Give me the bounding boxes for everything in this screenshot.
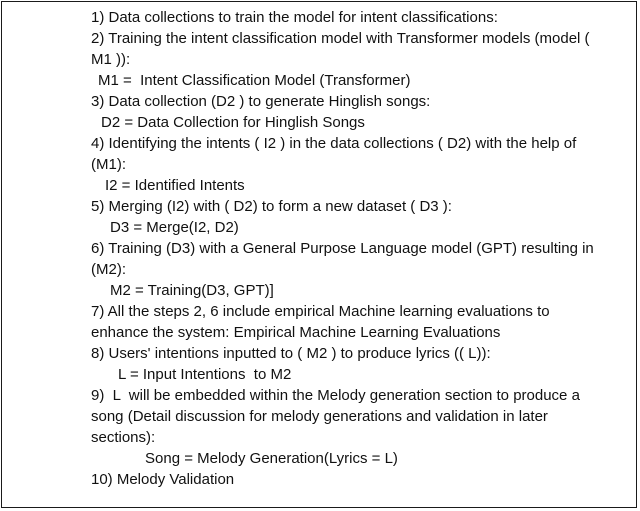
step-4-continuation: (M1): — [91, 156, 126, 173]
step-5-line: 5) Merging (I2) with ( D2) to form a new dataset ( D3 ): — [91, 198, 452, 215]
step-6-continuation: (M2): — [91, 261, 126, 278]
step-6-line: 6) Training (D3) with a General Purpose Language model (GPT) resulting in — [91, 240, 594, 257]
step-8-line: 8) Users' intentions inputted to ( M2 ) to produce lyrics (( L)): — [91, 345, 491, 362]
step-10-line: 10) Melody Validation — [91, 471, 235, 488]
step-3-line: 3) Data collection (D2 ) to generate Hinglish songs: — [91, 93, 431, 110]
step-4-definition: I2 = Identified Intents — [105, 177, 245, 194]
step-7-continuation: enhance the system: Empirical Machine Learning Evaluations — [91, 324, 501, 341]
step-9-continuation-2: sections): — [91, 429, 156, 446]
step-6-definition: M2 = Training(D3, GPT)] — [110, 282, 274, 299]
step-2-line: 2) Training the intent classification model with Transformer models (model ( — [91, 30, 590, 47]
step-4-line: 4) Identifying the intents ( I2 ) in the data collections ( D2) with the help of — [91, 135, 577, 152]
step-1-line: 1) Data collections to train the model for intent classifications: — [91, 9, 498, 26]
step-3-definition: D2 = Data Collection for Hinglish Songs — [101, 114, 365, 131]
step-7-line: 7) All the steps 2, 6 include empirical Machine learning evaluations to — [91, 303, 550, 320]
step-5-definition: D3 = Merge(I2, D2) — [110, 219, 239, 236]
step-2-definition: M1 = Intent Classification Model (Transformer) — [98, 72, 411, 89]
document-frame — [1, 1, 637, 508]
step-2-continuation: M1 )): — [91, 51, 131, 68]
step-8-definition: L = Input Intentions to M2 — [118, 366, 292, 383]
step-9-definition: Song = Melody Generation(Lyrics = L) — [145, 450, 398, 467]
step-9-line: 9) L will be embedded within the Melody generation section to produce a — [91, 387, 580, 404]
step-9-continuation: song (Detail discussion for melody generations and validation in later — [91, 408, 548, 425]
